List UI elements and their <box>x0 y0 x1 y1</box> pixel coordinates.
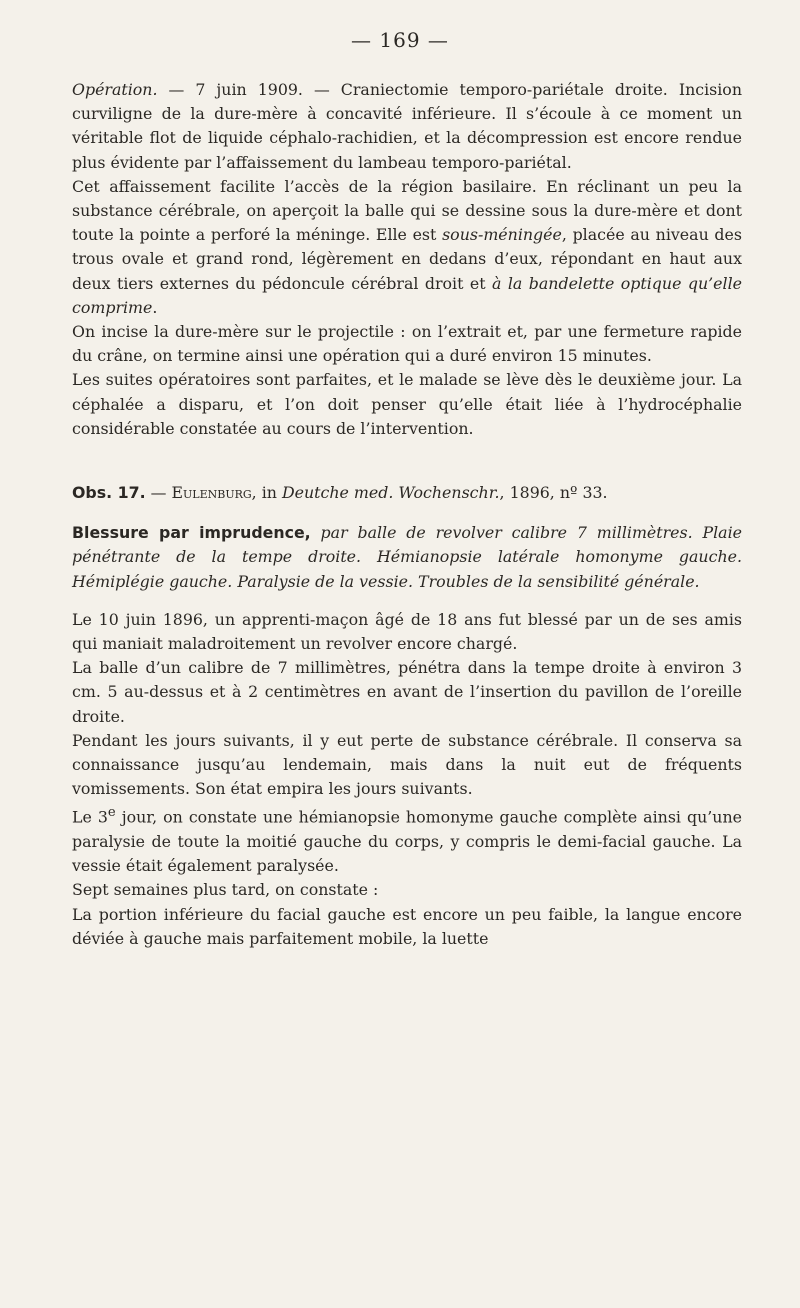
page-number: — 169 — <box>351 28 449 52</box>
paragraph: Le 3e jour, on constate une hémianopsie homonyme gauche complète ainsi qu’une paralysie de toute la moitié gauche du corps, y compris le demi-facial gauche. La vessie était également paralysée. <box>72 805 742 876</box>
case-heading-text: par balle de revolver calibre 7 millimètres. Plaie pénétrante de la tempe droite. Hémianopsie latérale homonyme gauche. Hémiplégie gauche. Paralysie de la vessie. Troubles de la sensibilité générale. <box>72 523 742 591</box>
paragraph: Pendant les jours suivants, il y eut perte de substance cérébrale. Il conserva sa connaissance jusqu’au lendemain, mais dans la nuit eut de fréquents vomissements. Son état empira les jours suivants. <box>72 730 742 799</box>
case-heading-lead: Blessure par imprudence, <box>72 523 311 543</box>
source-title: Deutche med. Wochenschr. <box>281 483 500 503</box>
paragraph: On incise la dure-mère sur le projectile : on l’extrait et, par une fermeture rapide du crâne, on termine ainsi une opération qui a duré environ 15 minutes. <box>72 322 742 366</box>
observation-reference: Obs. 17. — Eulenburg, in Deutche med. Wochenschr., 1896, nº 33. <box>72 483 608 503</box>
paragraph: Sept semaines plus tard, on constate : <box>72 880 379 900</box>
paragraph: Opération. — 7 juin 1909. — Craniectomie temporo-pariétale droite. Incision curviligne de la dure-mère à concavité inférieure. Il s’écoule à ce moment un véritable flot de liquide céphalo-rachidien, et la décompression est encore rendue plus évidente par l’affaissement du lambeau temporo-pariétal. <box>72 80 742 172</box>
paragraph: Cet affaissement facilite l’accès de la région basilaire. En réclinant un peu la substance cérébrale, on aperçoit la balle qui se dessine sous la dure-mère et dont toute la pointe a perforé la méninge. Elle est sous-méningée, placée au niveau des trous ovale et grand rond, légèrement en dedans d’eux, répondant en haut aux deux tiers externes du pédoncule cérébral droit et à la bandelette optique qu’elle comprime. <box>72 176 743 317</box>
case-heading <box>72 521 742 594</box>
page-body <box>72 78 742 951</box>
author-name: Eulenburg <box>171 483 252 503</box>
operation-section <box>72 78 742 441</box>
observation-label: Obs. 17. <box>72 483 146 503</box>
case-section <box>72 608 742 951</box>
operation-label: Opération. <box>72 80 158 99</box>
paragraph: La portion inférieure du facial gauche est encore un peu faible, la langue encore déviée à gauche mais parfaitement mobile, la luette <box>72 904 742 948</box>
paragraph: La balle d’un calibre de 7 millimètres, pénétra dans la tempe droite à environ 3 cm. 5 au-dessus et à 2 centimètres en avant de l’insertion du pavillon de l’oreille droite. <box>72 658 742 726</box>
paragraph: Les suites opératoires sont parfaites, et le malade se lève dès le deuxième jour. La céphalée a disparu, et l’on doit penser qu’elle était liée à l’hydrocéphalie considérable constatée au cours de l’intervention. <box>72 370 742 438</box>
paragraph: Le 10 juin 1896, un apprenti-maçon âgé de 18 ans fut blessé par un de ses amis qui maniait maladroitement un revolver encore chargé. <box>72 609 742 654</box>
